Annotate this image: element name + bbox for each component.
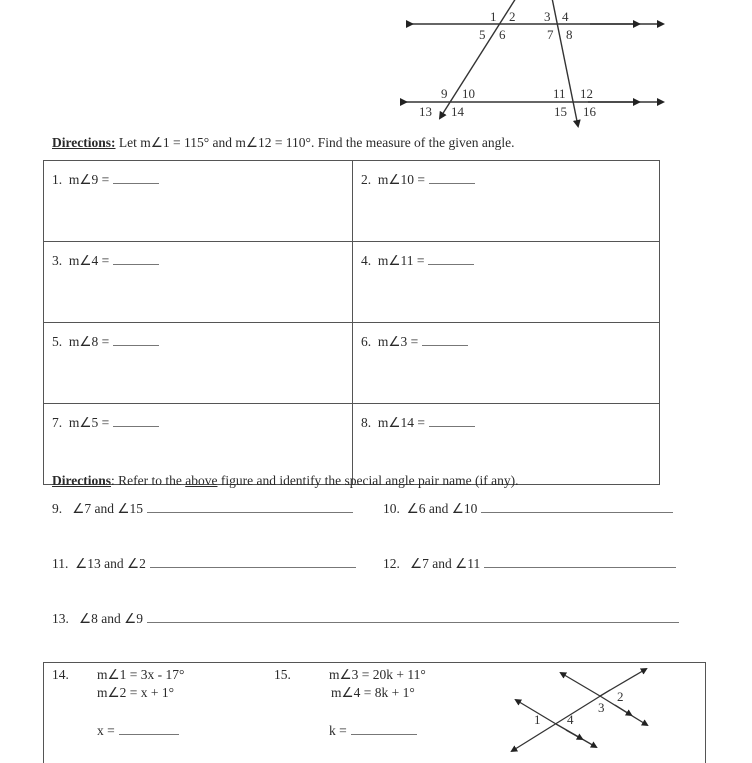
pair-text: ∠6 and ∠10 (406, 501, 478, 516)
upper-crossing-line (561, 673, 600, 696)
question-number: 3. (52, 253, 63, 268)
problem-15-number: 15. (274, 667, 291, 682)
problem-14-equation-1: m∠1 = 3x - 17° (97, 667, 185, 682)
answer-line[interactable] (147, 500, 353, 513)
answer-blank[interactable] (113, 414, 159, 427)
answer-blank[interactable] (422, 333, 468, 346)
x-answer-line[interactable] (119, 722, 179, 735)
k-answer-line[interactable] (351, 722, 417, 735)
table-cell-q6[interactable] (353, 323, 660, 404)
parallel-lines-figure (398, 0, 670, 130)
answer-blank[interactable] (113, 252, 159, 265)
answer-blank[interactable] (429, 171, 475, 184)
angle-label-1: 1 (490, 9, 497, 24)
problem-15-equation-2: m∠4 = 8k + 1° (331, 685, 415, 700)
question-number: 12. (383, 556, 400, 571)
angle-label-13: 13 (419, 104, 432, 119)
figure-label-3: 3 (598, 700, 605, 715)
question-expression: m∠5 = (68, 415, 110, 430)
table-cell-q2[interactable] (353, 161, 660, 242)
directions-2-text-b: figure and identify the special angle pair name (if any). (217, 473, 519, 488)
pair-question-11 (52, 555, 356, 572)
angle-label-3: 3 (544, 9, 551, 24)
question-number: 5. (52, 334, 63, 349)
problem-14-equation-2: m∠2 = x + 1° (97, 685, 174, 700)
question-number: 10. (383, 501, 400, 516)
problem-15-answer (329, 722, 417, 739)
question-number: 7. (52, 415, 63, 430)
angle-label-15: 15 (554, 104, 567, 119)
figure-label-1: 1 (534, 712, 541, 727)
k-label: k = (329, 723, 347, 738)
directions-1 (52, 135, 515, 151)
pair-text: ∠13 and ∠2 (75, 556, 146, 571)
table-cell-q4[interactable] (353, 242, 660, 323)
answer-line[interactable] (147, 610, 679, 623)
answer-blank[interactable] (429, 414, 475, 427)
table-row (44, 161, 660, 242)
pair-text: ∠8 and ∠9 (79, 611, 143, 626)
answer-blank[interactable] (113, 171, 159, 184)
problem-14-answer (97, 722, 179, 739)
angle-label-16: 16 (583, 104, 596, 119)
table-cell-q5[interactable] (44, 323, 353, 404)
question-expression: m∠11 = (377, 253, 425, 268)
directions-2 (52, 473, 518, 489)
pair-text: ∠7 and ∠11 (410, 556, 481, 571)
question-expression: m∠4 = (68, 253, 110, 268)
answer-line[interactable] (481, 500, 673, 513)
question-expression: m∠14 = (377, 415, 425, 430)
pair-question-12 (383, 555, 676, 572)
directions-2-text-a: : Refer to the (111, 473, 186, 488)
answer-line[interactable] (150, 555, 356, 568)
angle-label-4: 4 (562, 9, 569, 24)
left-transversal (440, 0, 516, 118)
angle-measure-table (43, 160, 660, 485)
angle-label-5: 5 (479, 27, 486, 42)
answer-blank[interactable] (428, 252, 474, 265)
question-expression: m∠3 = (377, 334, 419, 349)
lower-crossing-extra-arrow (566, 730, 582, 739)
question-number: 8. (361, 415, 372, 430)
angle-label-8: 8 (566, 27, 573, 42)
directions-2-label: Directions (52, 473, 111, 488)
pair-question-9 (52, 500, 353, 517)
pair-text: ∠7 and ∠15 (72, 501, 143, 516)
problem-15-equation-1: m∠3 = 20k + 11° (329, 667, 426, 682)
directions-2-underlined: above (185, 473, 218, 488)
question-number: 11. (52, 556, 69, 571)
pair-question-10 (383, 500, 673, 517)
angle-label-12: 12 (580, 86, 593, 101)
table-row (44, 323, 660, 404)
question-expression: m∠10 = (377, 172, 425, 187)
angle-label-6: 6 (499, 27, 506, 42)
question-expression: m∠8 = (68, 334, 110, 349)
intersecting-lines-figure (500, 665, 670, 753)
figure-label-4: 4 (567, 712, 574, 727)
angle-label-2: 2 (509, 9, 516, 24)
answer-blank[interactable] (113, 333, 159, 346)
directions-1-label: Directions: (52, 135, 116, 150)
question-number: 9. (52, 501, 63, 516)
answer-line[interactable] (484, 555, 676, 568)
table-cell-q1[interactable] (44, 161, 353, 242)
x-label: x = (97, 723, 115, 738)
angle-label-9: 9 (441, 86, 448, 101)
question-number: 4. (361, 253, 372, 268)
table-cell-q3[interactable] (44, 242, 353, 323)
angle-label-14: 14 (451, 104, 464, 119)
angle-label-7: 7 (547, 27, 554, 42)
question-number: 6. (361, 334, 372, 349)
question-expression: m∠9 = (68, 172, 110, 187)
question-number: 1. (52, 172, 63, 187)
figure-label-2: 2 (617, 689, 624, 704)
problem-14-number: 14. (52, 667, 69, 682)
angle-label-10: 10 (462, 86, 475, 101)
upper-crossing-extra-arrow (615, 705, 631, 715)
transversal-line (512, 690, 610, 751)
question-number: 13. (52, 611, 69, 626)
pair-question-13 (52, 610, 679, 627)
question-number: 2. (361, 172, 372, 187)
directions-1-text: Let m∠1 = 115° and m∠12 = 110°. Find the measure of the given angle. (115, 135, 515, 150)
angle-label-11: 11 (553, 86, 566, 101)
table-row (44, 242, 660, 323)
